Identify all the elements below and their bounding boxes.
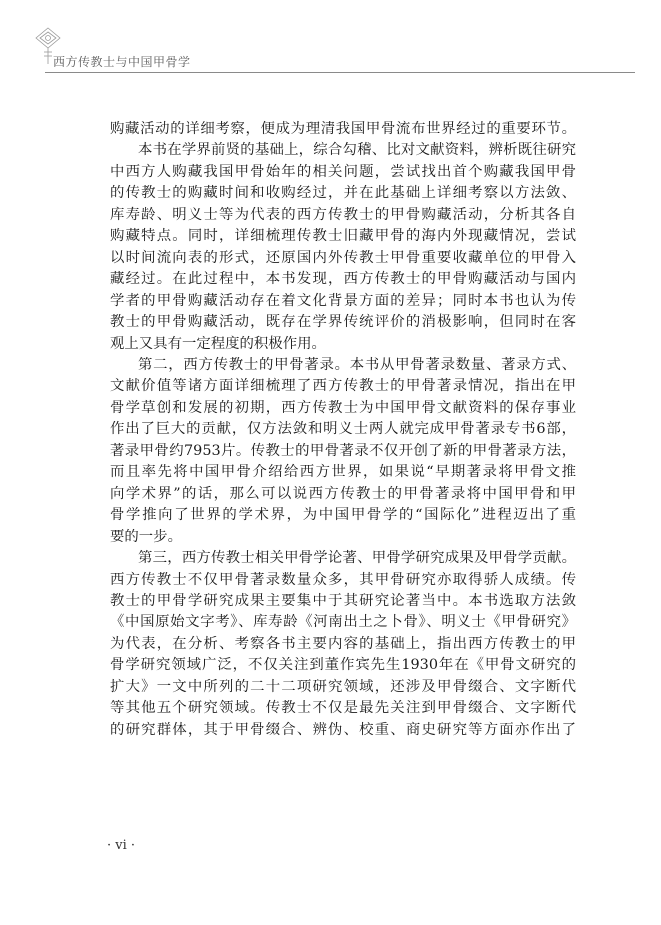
- paragraph-1: [110, 119, 576, 355]
- text-line: 中西方人购藏我国甲骨始年的相关问题，尝试找出首个购藏我国甲骨: [110, 163, 576, 180]
- running-header: [33, 26, 633, 74]
- text-line: 的研究群体，其于甲骨缀合、辨伪、校重、商史研究等方面亦作出了: [110, 721, 576, 738]
- paragraph-2: [110, 355, 576, 548]
- text-line: 骨学推向了世界的学术界，为中国甲骨学的“国际化”进程迈出了重: [110, 507, 576, 524]
- text-line: 教士的甲骨购藏活动，既存在学界传统评价的消极影响，但同时在客: [110, 314, 576, 331]
- text-line: 《中国原始文字考》、库寿龄《河南出土之卜骨》、明义士《甲骨研究》: [110, 614, 576, 631]
- text-line: 而且率先将中国甲骨介绍给西方世界，如果说“早期著录将甲骨文推: [110, 464, 576, 481]
- paragraph-3: [110, 548, 576, 741]
- header-rule: [45, 72, 635, 73]
- text-line: 文献价值等诸方面详细梳理了西方传教士的甲骨著录情况，指出在甲: [110, 378, 576, 395]
- text-line: 学者的甲骨购藏活动存在着文化背景方面的差异；同时本书也认为传: [110, 292, 576, 309]
- text-line: 作出了巨大的贡献，仅方法敛和明义士两人就完成甲骨著录专书6部，: [110, 421, 576, 438]
- text-line: 骨学草创和发展的初期，西方传教士为中国甲骨文献资料的保存事业: [110, 399, 576, 416]
- text-line: 藏经过。在此过程中，本书发现，西方传教士的甲骨购藏活动与国内: [110, 271, 576, 288]
- text-line: 购藏特点。同时，详细梳理传教士旧藏甲骨的海内外现藏情况，尝试: [110, 228, 576, 245]
- text-line: 第三，西方传教士相关甲骨学论著、甲骨学研究成果及甲骨学贡献。: [138, 550, 576, 567]
- book-title: 西方传教士与中国甲骨学: [53, 55, 191, 69]
- text-line: 等其他五个研究领域。传教士不仅是最先关注到甲骨缀合、文字断代: [110, 700, 576, 717]
- text-line: 要的一步。: [110, 528, 182, 545]
- page-number: · vi ·: [107, 838, 136, 853]
- text-line: 购藏活动的详细考察，便成为理清我国甲骨流布世界经过的重要环节。: [110, 121, 576, 137]
- text-line: 西方传教士不仅甲骨著录数量众多，其甲骨研究亦取得骄人成绩。传: [110, 571, 576, 588]
- text-line: 的传教士的购藏时间和收购经过，并在此基础上详细考察以方法敛、: [110, 185, 576, 202]
- text-line: 本书在学界前贤的基础上，综合勾稽、比对文献资料，辨析既往研究: [138, 142, 576, 159]
- text-line: 观上又具有一定程度的积极作用。: [110, 335, 326, 352]
- text-line: 著录甲骨约7953片。传教士的甲骨著录不仅开创了新的甲骨著录方法，: [110, 442, 576, 459]
- text-line: 第二，西方传教士的甲骨著录。本书从甲骨著录数量、著录方式、: [138, 356, 576, 373]
- text-line: 以时间流向表的形式，还原国内外传教士甲骨重要收藏单位的甲骨入: [110, 249, 576, 266]
- text-line: 为代表，在分析、考察各书主要内容的基础上，指出西方传教士的甲: [110, 635, 576, 652]
- text-line: 教士的甲骨学研究成果主要集中于其研究论著当中。本书选取方法敛: [110, 592, 576, 609]
- page-body: [110, 119, 576, 741]
- text-line: 扩大》一文中所列的二十二项研究领域，还涉及甲骨缀合、文字断代: [110, 678, 576, 695]
- text-line: 骨学研究领域广泛，不仅关注到董作宾先生1930年在《甲骨文研究的: [110, 657, 576, 674]
- text-line: 向学术界”的话，那么可以说西方传教士的甲骨著录将中国甲骨和甲: [110, 485, 576, 502]
- text-line: 库寿龄、明义士等为代表的西方传教士的甲骨购藏活动，分析其各自: [110, 206, 576, 223]
